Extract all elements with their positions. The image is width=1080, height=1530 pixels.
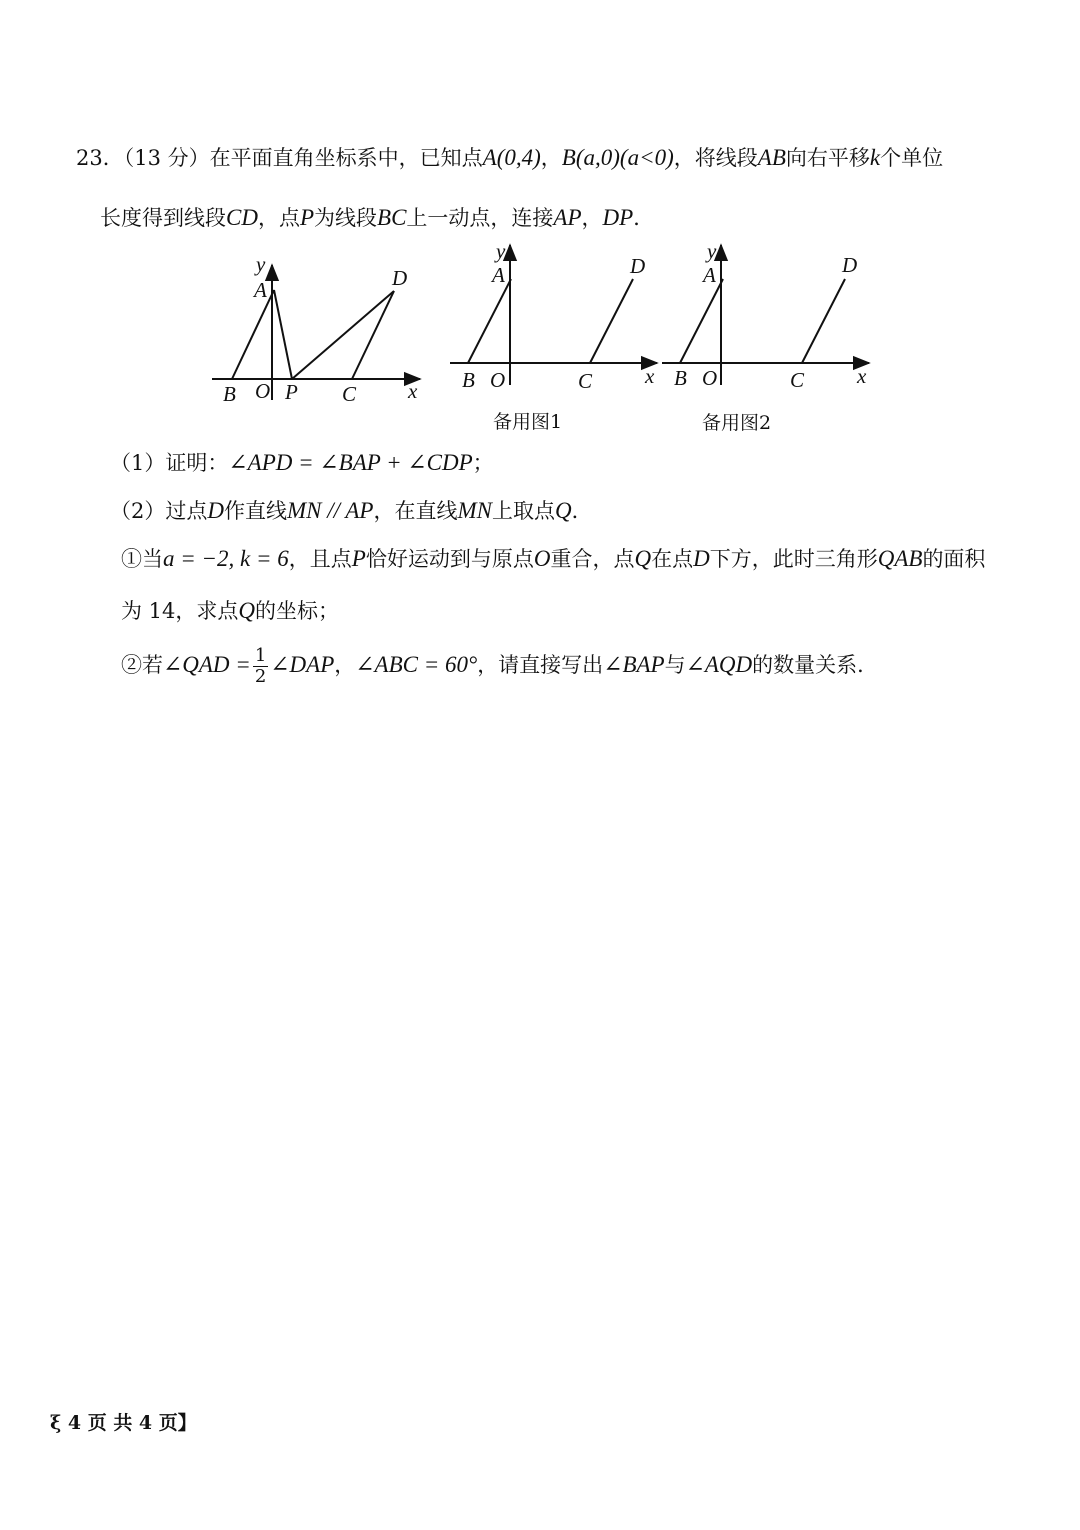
main-label-y: y <box>256 252 266 276</box>
text: 上一动点，连接 <box>406 206 554 230</box>
alt1-segment-ab <box>468 279 511 363</box>
point-d: D <box>693 546 710 571</box>
point-q: Q <box>634 546 652 571</box>
segment-ap: AP <box>553 205 582 230</box>
alt1-segment-cd <box>590 279 633 363</box>
point-b-coord: (a,0) <box>575 145 620 170</box>
angle-bap: ∠BAP <box>603 652 665 677</box>
text: ，在直线 <box>373 499 458 523</box>
alt2-label-a: A <box>703 263 716 287</box>
subquestion-1-line2 <box>121 596 339 626</box>
text: 的坐标； <box>255 599 340 623</box>
alt2-label-o: O <box>702 366 718 390</box>
alt1-label-b: B <box>462 368 475 392</box>
point-q: Q <box>238 598 256 623</box>
segment-cd: CD <box>226 205 258 230</box>
alt1-label-c: C <box>578 369 593 393</box>
text: ， <box>581 206 603 230</box>
main-label-x: x <box>408 379 418 403</box>
main-figure <box>212 265 420 400</box>
part-2 <box>110 496 593 526</box>
line-mn: MN <box>457 498 492 523</box>
part-2-formula: MN // AP <box>287 498 374 523</box>
subquestion-1-line1 <box>121 544 985 574</box>
text: 的数量关系． <box>752 653 879 677</box>
alt2-label-b: B <box>674 366 687 390</box>
text: ，将线段 <box>673 146 758 170</box>
alt2-label-x: x <box>857 364 867 388</box>
angle-abc: ∠ABC = 60° <box>355 652 478 677</box>
alt2-segment-ab <box>680 279 723 363</box>
alt1-label-x: x <box>645 364 655 388</box>
part-1 <box>110 448 494 478</box>
angle-qad: ∠QAD = <box>163 652 251 677</box>
text: 在平面直角坐标系中，已知点 <box>209 146 483 170</box>
point-d: D <box>207 498 224 523</box>
alt1-label-a: A <box>492 263 505 287</box>
problem-score: （13 分） <box>123 146 210 170</box>
text: 与 <box>664 653 686 677</box>
main-segment-cd <box>352 291 394 379</box>
main-segment-ab <box>232 290 274 379</box>
part-1-formula: ∠APD = ∠BAP + ∠CDP <box>228 450 473 475</box>
text: ， <box>334 653 356 677</box>
alt-figure-1 <box>450 245 657 385</box>
segment-ab: AB <box>757 145 786 170</box>
text: ，且点 <box>288 547 352 571</box>
subquestion-1-condition: a = −2, k = 6 <box>163 546 289 571</box>
text: ； <box>472 451 494 475</box>
text: 恰好运动到与原点 <box>365 547 534 571</box>
alt2-caption: 备用图2 <box>702 412 772 434</box>
text: 为 14，求点 <box>121 599 239 623</box>
main-segment-pd <box>292 291 394 379</box>
text: 长度得到线段 <box>100 206 226 230</box>
subquestion-2 <box>121 640 878 690</box>
text: ，请直接写出 <box>477 653 604 677</box>
var-k: k <box>869 145 881 170</box>
point-o: O <box>533 546 551 571</box>
main-label-c: C <box>342 382 357 406</box>
angle-aqd: ∠AQD <box>685 652 753 677</box>
part-1-label: （1）证明： <box>110 451 229 475</box>
text: 个单位 <box>880 146 944 170</box>
point-p: P <box>299 205 315 230</box>
main-label-d: D <box>392 266 408 290</box>
segment-dp: DP <box>602 205 634 230</box>
triangle-qab: QAB <box>877 546 923 571</box>
alt-figure-2 <box>662 245 869 385</box>
condition: (a<0) <box>619 145 674 170</box>
alt2-label-c: C <box>790 368 805 392</box>
text: 向右平移 <box>785 146 870 170</box>
fraction-one-half <box>253 646 268 687</box>
point-a: A <box>482 145 497 170</box>
text: 上取点 <box>491 499 555 523</box>
text: ， <box>540 146 562 170</box>
fraction-numerator: 1 <box>254 645 267 666</box>
point-p: P <box>351 546 366 571</box>
main-label-o: O <box>255 379 271 403</box>
alt1-caption: 备用图1 <box>493 411 563 433</box>
segment-bc: BC <box>377 205 407 230</box>
subquestion-2-mark: ②若 <box>121 653 163 677</box>
alt2-segment-cd <box>802 279 845 363</box>
point-b: B <box>561 145 576 170</box>
text: 重合，点 <box>550 547 635 571</box>
main-label-a: A <box>254 278 267 302</box>
main-segment-ap <box>274 290 292 379</box>
problem-number: 23． <box>76 146 124 170</box>
text: 的面积 <box>922 547 986 571</box>
alt1-label-o: O <box>490 368 506 392</box>
part-2-label: （2）过点 <box>110 499 208 523</box>
main-label-b: B <box>223 382 236 406</box>
subquestion-1-mark: ①当 <box>121 547 163 571</box>
figures <box>0 235 1080 440</box>
alt1-label-y: y <box>496 239 506 263</box>
problem-statement-line1 <box>76 143 943 173</box>
alt1-label-d: D <box>630 254 646 278</box>
text: ，点 <box>257 206 300 230</box>
main-label-p: P <box>285 380 298 404</box>
page-footer: ξ 4 页 共 4 页】 <box>50 1412 197 1434</box>
text: ． <box>571 499 593 523</box>
text: 下方，此时三角形 <box>709 547 878 571</box>
text: 在点 <box>651 547 694 571</box>
point-a-coord: (0,4) <box>496 145 541 170</box>
text: 为线段 <box>314 206 378 230</box>
angle-dap: ∠DAP <box>270 652 335 677</box>
text: ． <box>633 206 655 230</box>
fraction-denominator: 2 <box>254 666 267 687</box>
text: 作直线 <box>224 499 287 523</box>
alt2-label-y: y <box>707 239 717 263</box>
problem-statement-line2 <box>100 203 654 233</box>
point-q: Q <box>554 498 572 523</box>
alt2-label-d: D <box>842 253 858 277</box>
